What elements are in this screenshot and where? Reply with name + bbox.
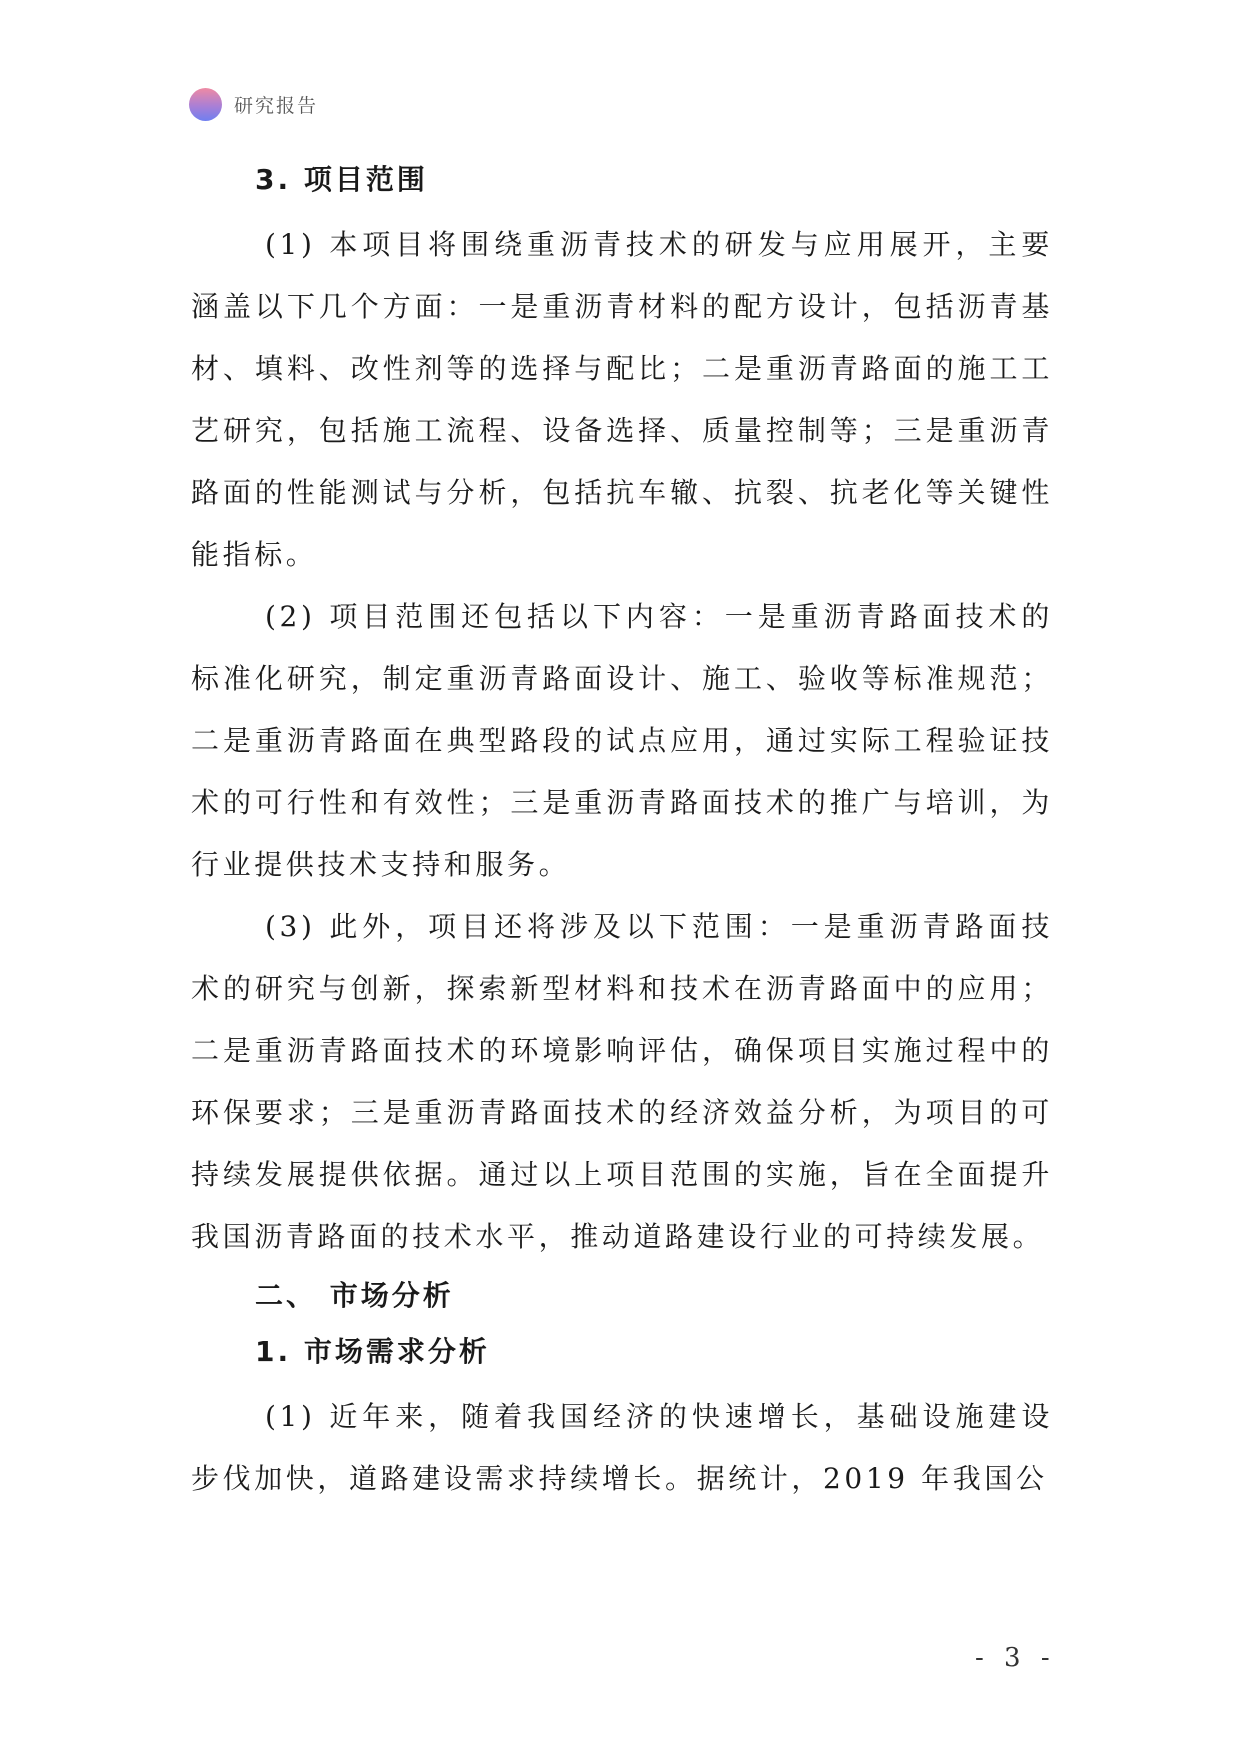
paragraph-scope-2: (2) 项目范围还包括以下内容：一是重沥青路面技术的标准化研究，制定重沥青路面设计、施工、验收等标准规范；二是重沥青路面在典型路段的试点应用，通过实际工程验证技术的可行性和有效性；三是重沥青路面技术的推广与培训，为行业提供技术支持和服务。 bbox=[191, 600, 1053, 881]
page-number: - 3 - bbox=[975, 1643, 1056, 1673]
section-heading-project-scope: 3. 项目范围 bbox=[255, 163, 428, 196]
logo-circle-icon bbox=[189, 88, 222, 121]
paragraph-market-demand-1: (1) 近年来，随着我国经济的快速增长，基础设施建设步伐加快，道路建设需求持续增长。据统计，2019 年我国公 bbox=[191, 1400, 1053, 1495]
section-heading-market-demand: 1. 市场需求分析 bbox=[255, 1335, 490, 1368]
header-label: 研究报告 bbox=[234, 95, 319, 117]
page-header bbox=[189, 88, 318, 121]
paragraph-scope-1: (1) 本项目将围绕重沥青技术的研发与应用展开，主要涵盖以下几个方面：一是重沥青材料的配方设计，包括沥青基材、填料、改性剂等的选择与配比；二是重沥青路面的施工工艺研究，包括施工流程、设备选择、质量控制等；三是重沥青路面的性能测试与分析，包括抗车辙、抗裂、抗老化等关键性能指标。 bbox=[191, 228, 1053, 571]
paragraph-scope-3: (3) 此外，项目还将涉及以下范围：一是重沥青路面技术的研究与创新，探索新型材料和技术在沥青路面中的应用；二是重沥青路面技术的环境影响评估，确保项目实施过程中的环保要求；三是重沥青路面技术的经济效益分析，为项目的可持续发展提供依据。通过以上项目范围的实施，旨在全面提升我国沥青路面的技术水平，推动道路建设行业的可持续发展。 bbox=[191, 910, 1053, 1253]
document-body bbox=[191, 160, 1053, 1510]
chapter-heading-market-analysis: 二、 市场分析 bbox=[255, 1279, 454, 1312]
